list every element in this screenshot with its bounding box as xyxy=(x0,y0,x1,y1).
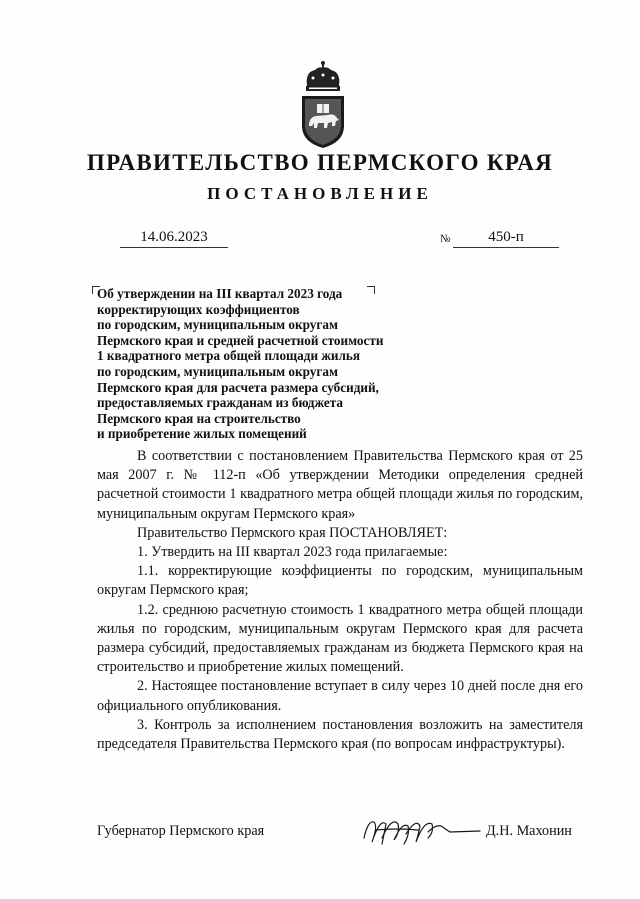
resolution-paragraph: Правительство Пермского края ПОСТАНОВЛЯЕТ: xyxy=(137,524,448,541)
subject-line: Пермского края для расчета размера субсидий, xyxy=(97,379,379,395)
subject-line: предоставляемых гражданам из бюджета xyxy=(97,395,343,411)
document-date: 14.06.2023 xyxy=(120,229,228,248)
coat-of-arms-icon xyxy=(297,60,349,150)
clause-1-2: 1.2. среднюю расчетную стоимость 1 квадратного метра общей площади жилья по городским, муниципальным округам Пермского края для расчета размера субсидий, предоставляемых гражданам из бюджета Пермского края на строительство и приобретение жилых помещений. xyxy=(97,601,583,676)
clause-1: 1. Утвердить на III квартал 2023 года прилагаемые: xyxy=(137,544,448,561)
signatory-role: Губернатор Пермского края xyxy=(97,823,265,839)
document-number: 450-п xyxy=(453,229,559,248)
subject-line: Пермского края и средней расчетной стоимости xyxy=(97,332,384,348)
clause-2: 2. Настоящее постановление вступает в силу через 10 дней после дня его официального опубликования. xyxy=(97,678,583,714)
subject-line: 1 квадратного метра общей площади жилья xyxy=(97,348,361,364)
subject-line: по городским, муниципальным округам xyxy=(97,317,338,333)
document-subject xyxy=(97,286,427,442)
clause-1-1: 1.1. корректирующие коэффициенты по городским, муниципальным округам Пермского края; xyxy=(97,563,583,599)
clause-3: 3. Контроль за исполнением постановления возложить на заместителя председателя Правительства Пермского края (по вопросам инфраструктуры). xyxy=(97,716,583,753)
authority-title: ПРАВИТЕЛЬСТВО ПЕРМСКОГО КРАЯ xyxy=(86,150,554,175)
subject-line: Пермского края на строительство xyxy=(97,410,301,426)
subject-line: по городским, муниципальным округам xyxy=(97,363,338,379)
document-type: ПОСТАНОВЛЕНИЕ xyxy=(207,184,433,203)
subject-line: Об утверждении на III квартал 2023 года xyxy=(97,286,343,301)
preamble-paragraph: В соответствии с постановлением Правительства Пермского края от 25 мая 2007 г. № 112-п «Об утверждении Методики определения средней расчетной стоимости 1 квадратного метра общей площади жилья по городским, муниципальным округам Пермского края» xyxy=(97,448,583,522)
handwritten-signature xyxy=(358,808,482,850)
document-body xyxy=(97,447,583,754)
signatory-name: Д.Н. Махонин xyxy=(486,823,572,839)
subject-line: и приобретение жилых помещений xyxy=(97,426,307,442)
number-sign: № xyxy=(440,233,451,245)
subject-line: корректирующих коэффициентов xyxy=(97,301,300,317)
